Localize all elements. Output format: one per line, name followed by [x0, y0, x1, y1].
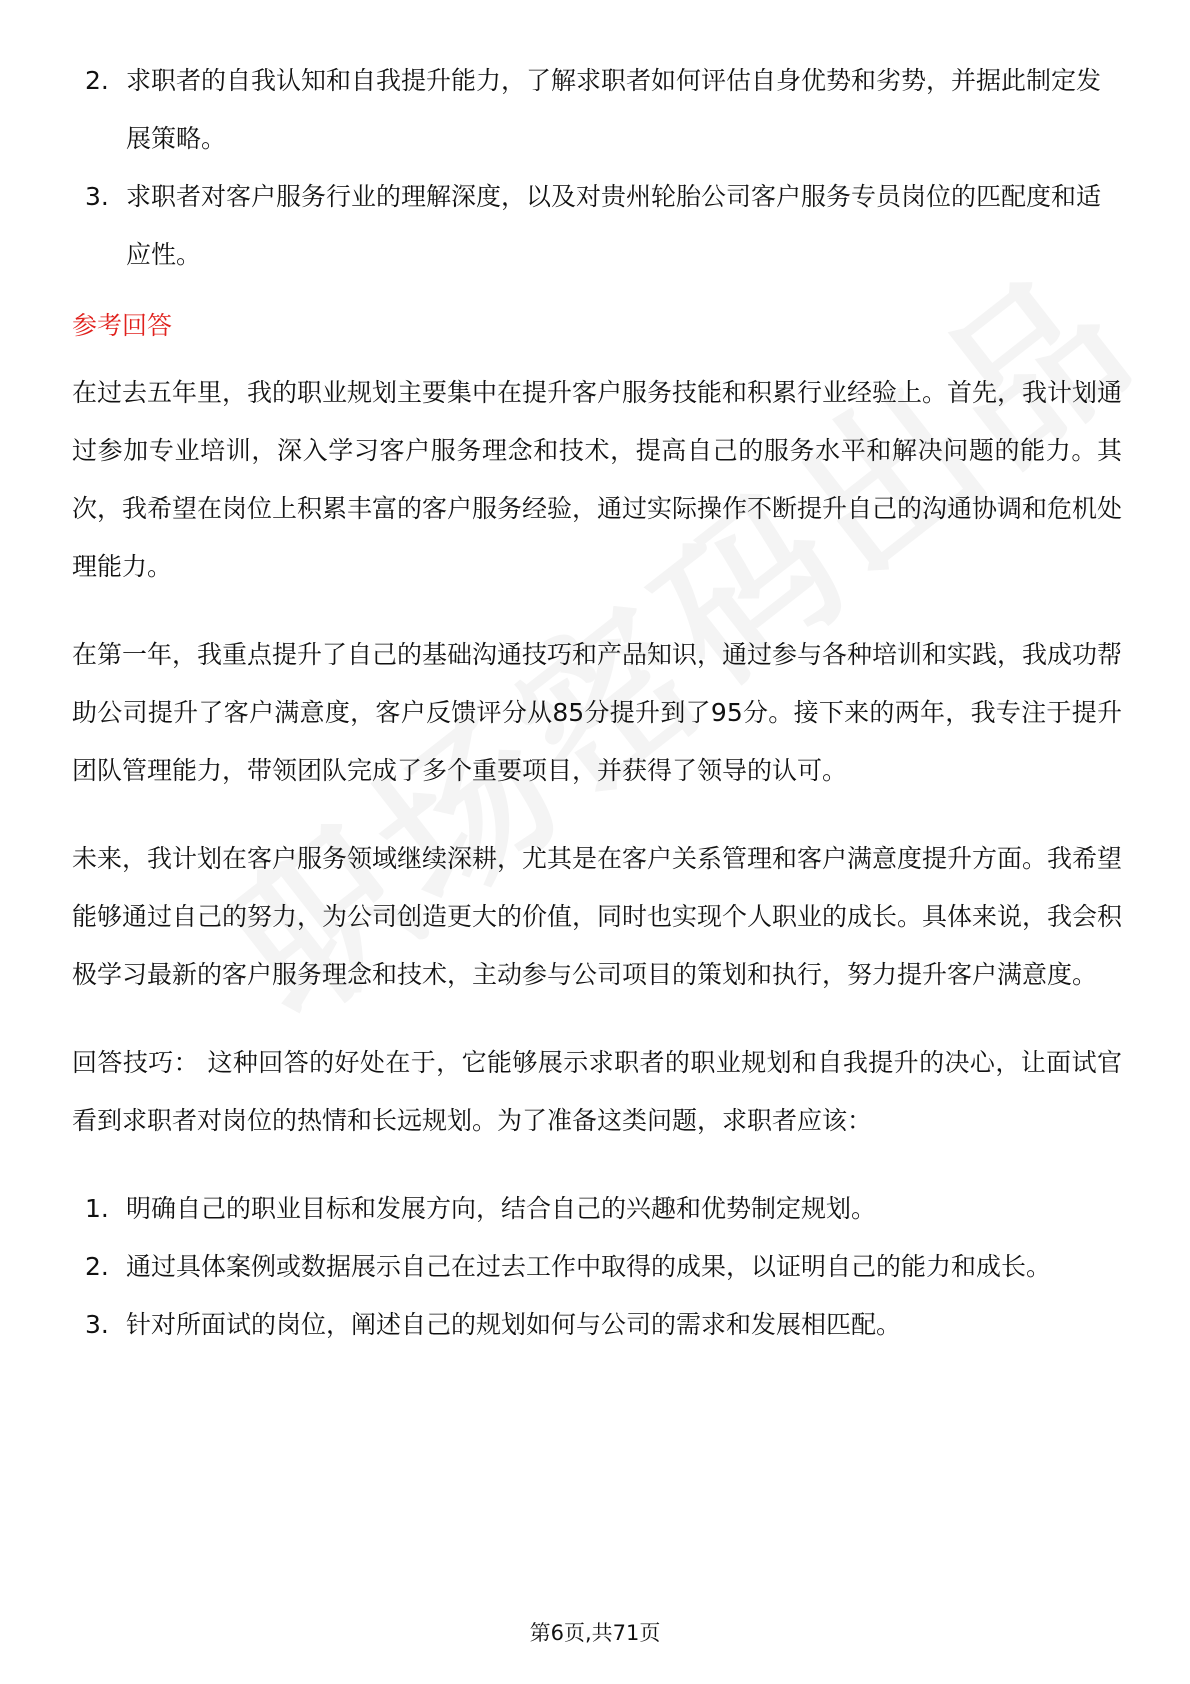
- tips-numbered-list: [72, 1180, 1122, 1354]
- list-item-number: 3.: [85, 1310, 109, 1339]
- paragraph: 在第一年，我重点提升了自己的基础沟通技巧和产品知识，通过参与各种培训和实践，我成功帮助公司提升了客户满意度，客户反馈评分从85分提升到了95分。接下来的两年，我专注于提升团队管理能力，带领团队完成了多个重要项目，并获得了领导的认可。: [72, 640, 1123, 785]
- answer-tips-paragraph: 回答技巧： 这种回答的好处在于，它能够展示求职者的职业规划和自我提升的决心，让面试官看到求职者对岗位的热情和长远规划。为了准备这类问题，求职者应该：: [72, 1048, 1122, 1135]
- top-numbered-list: [72, 52, 1122, 284]
- list-item-text: 求职者对客户服务行业的理解深度，以及对贵州轮胎公司客户服务专员岗位的匹配度和适应性。: [126, 182, 1102, 269]
- paragraph: 在过去五年里，我的职业规划主要集中在提升客户服务技能和积累行业经验上。首先，我计划通过参加专业培训，深入学习客户服务理念和技术，提高自己的服务水平和解决问题的能力。其次，我希望在岗位上积累丰富的客户服务经验，通过实际操作不断提升自己的沟通协调和危机处理能力。: [72, 378, 1123, 581]
- list-item: [72, 168, 1122, 284]
- list-item-number: 2.: [85, 66, 109, 95]
- paragraph: 未来，我计划在客户服务领域继续深耕，尤其是在客户关系管理和客户满意度提升方面。我希望能够通过自己的努力，为公司创造更大的价值，同时也实现个人职业的成长。具体来说，我会积极学习最新的客户服务理念和技术，主动参与公司项目的策划和执行，努力提升客户满意度。: [72, 844, 1123, 989]
- list-item: [72, 52, 1122, 168]
- list-item: [72, 1296, 1122, 1354]
- list-item-number: 2.: [85, 1252, 109, 1281]
- section-title: 参考回答: [72, 311, 173, 340]
- list-item-text: 求职者的自我认知和自我提升能力，了解求职者如何评估自身优势和劣势，并据此制定发展策略。: [126, 66, 1102, 153]
- list-item-text: 通过具体案例或数据展示自己在过去工作中取得的成果，以证明自己的能力和成长。: [126, 1252, 1052, 1281]
- list-item: [72, 1180, 1122, 1238]
- page-content: [72, 52, 1122, 1354]
- page-footer: 第6页,共71页: [529, 1621, 661, 1645]
- list-item-number: 3.: [85, 182, 109, 211]
- list-item: [72, 1238, 1122, 1296]
- list-item-text: 明确自己的职业目标和发展方向，结合自己的兴趣和优势制定规划。: [126, 1194, 877, 1223]
- list-item-text: 针对所面试的岗位，阐述自己的规划如何与公司的需求和发展相匹配。: [126, 1310, 902, 1339]
- list-item-number: 1.: [85, 1194, 109, 1223]
